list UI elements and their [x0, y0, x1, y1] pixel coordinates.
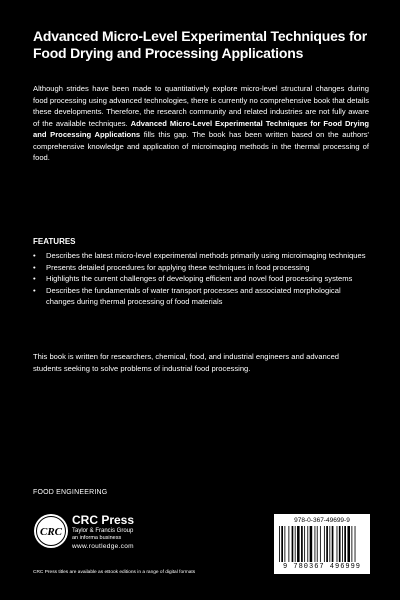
- barcode-bar: [324, 526, 325, 562]
- barcode-bar: [295, 526, 296, 562]
- barcode-bar: [315, 526, 316, 562]
- barcode-bar: [281, 526, 283, 562]
- feature-text: Presents detailed procedures for applying these techniques in food processing: [46, 262, 310, 272]
- intro-paragraph: [33, 83, 369, 164]
- barcode-bar: [355, 526, 356, 562]
- barcode-bar: [307, 526, 308, 562]
- ean-number: 9 780367 496999: [282, 563, 361, 571]
- barcode-bar: [329, 526, 330, 562]
- feature-text: Highlights the current challenges of developing efficient and novel food processing systems: [46, 274, 353, 283]
- logo-text: CRC: [39, 526, 63, 538]
- audience-paragraph: This book is written for researchers, chemical, food, and industrial engineers and advanced students seeking to solve problems of industrial food processing.: [33, 352, 340, 373]
- barcode-bar: [304, 526, 305, 562]
- barcode-bar: [292, 526, 294, 562]
- publisher-group: Taylor & Francis Group: [72, 528, 134, 534]
- barcode-bar: [344, 526, 346, 562]
- barcode-bar: [347, 526, 350, 562]
- feature-item: [33, 250, 369, 262]
- isbn-barcode: [274, 514, 370, 574]
- features-heading: FEATURES: [33, 237, 76, 246]
- intro-bold-title: Advanced Micro-Level Experimental Techniques for Food Drying and Processing Applications: [33, 118, 369, 139]
- barcode-bar: [288, 526, 289, 562]
- intro-text-end: fills this gap. The book has been written based on the authors' comprehensive knowledge and application of microimaging methods in the thermal processing of food.: [33, 130, 369, 162]
- barcode-bar: [332, 526, 334, 562]
- feature-item: [33, 285, 369, 308]
- crc-logo-icon: [33, 513, 69, 549]
- feature-text: Describes the fundamentals of water transport processes and associated morphological changes during thermal processing of food materials: [46, 285, 341, 306]
- barcode-bar: [326, 526, 328, 562]
- barcode-bar: [342, 526, 343, 562]
- barcode-bar: [337, 526, 338, 562]
- intro-text-start: Although strides have been made to quantitatively explore micro-level structural changes during food processing using advanced technologies, there is currently no comprehensive book that details these developments. Therefore, the research community and related industries are not fully aware of the available techniques.: [33, 84, 369, 128]
- feature-text: Describes the latest micro-level experimental methods primarily using microimaging techniques: [46, 251, 366, 260]
- isbn-number: 978-0-367-49699-9: [294, 517, 350, 524]
- publisher-business: an informa business: [72, 535, 122, 541]
- barcode-bar: [310, 526, 313, 562]
- feature-item: [33, 273, 369, 285]
- barcode-bar: [320, 526, 321, 562]
- ebook-note: CRC Press titles are available as eBook editions in a range of digital formats: [33, 570, 196, 575]
- publisher-url[interactable]: www.routledge.com: [72, 543, 134, 550]
- barcode-bar: [351, 526, 352, 562]
- publisher-block: [72, 514, 134, 552]
- barcode-bars: [277, 526, 367, 562]
- barcode-bar: [279, 526, 280, 562]
- bullet-icon: •: [33, 251, 36, 260]
- barcode-bar: [284, 526, 285, 562]
- subject-category: FOOD ENGINEERING: [33, 489, 108, 496]
- barcode-bar: [339, 526, 341, 562]
- bullet-icon: •: [33, 285, 36, 295]
- book-title: Advanced Micro-Level Experimental Techniques for Food Drying and Processing Applications: [33, 28, 368, 61]
- features-list: [33, 250, 369, 308]
- bullet-icon: •: [33, 262, 36, 272]
- publisher-name: CRC Press: [72, 513, 135, 527]
- barcode-bar: [317, 526, 318, 562]
- barcode-bar: [297, 526, 300, 562]
- feature-item: [33, 262, 369, 274]
- bullet-icon: •: [33, 274, 36, 283]
- barcode-bar: [301, 526, 303, 562]
